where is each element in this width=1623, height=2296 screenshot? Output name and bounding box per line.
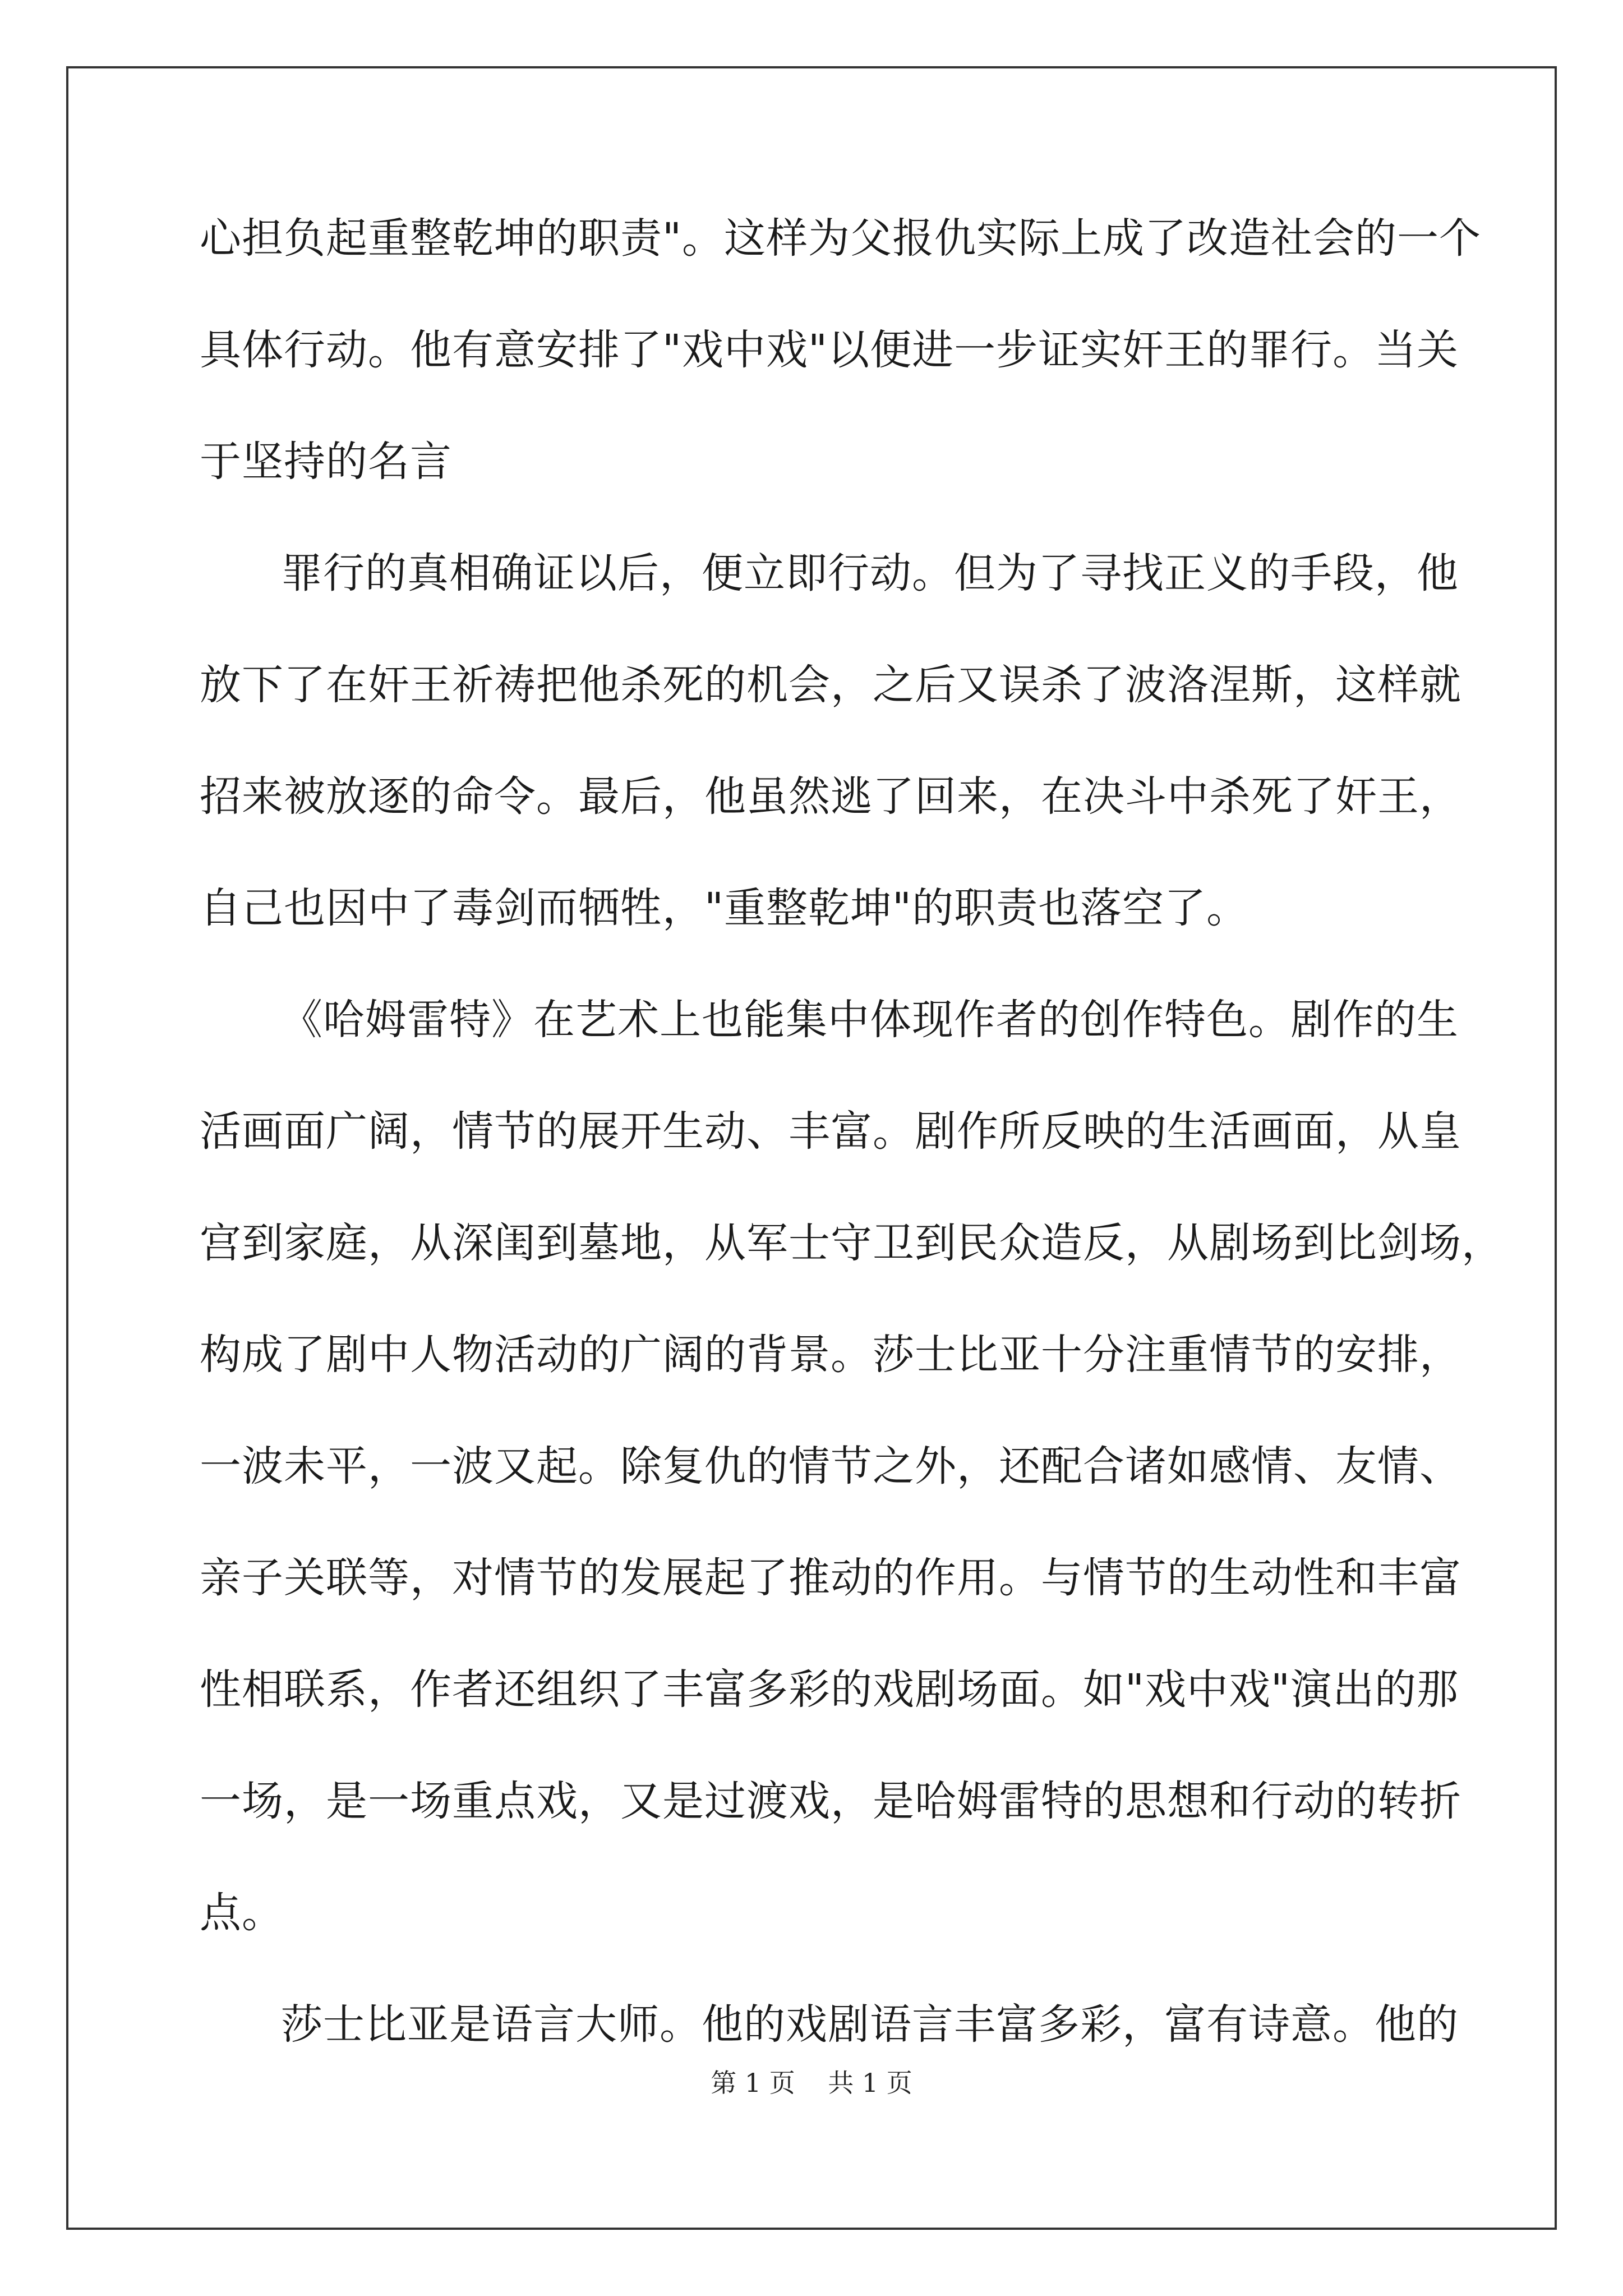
text-line: 于坚持的名言 xyxy=(200,438,452,486)
text-line: 一场，是一场重点戏，又是过渡戏，是哈姆雷特的思想和行动的转折 xyxy=(200,1777,1461,1825)
text-line: 点。 xyxy=(200,1889,284,1937)
text-line: 一波未平，一波又起。除复仇的情节之外，还配合诸如感情、友情、 xyxy=(200,1442,1461,1490)
text-line: 自己也因中了毒剑而牺牲，"重整乾坤"的职责也落空了。 xyxy=(200,884,1249,932)
page-number-footer: 第 1 页 共 1 页 xyxy=(711,2068,912,2098)
paragraph-start-line: 莎士比亚是语言大师。他的戏剧语言丰富多彩，富有诗意。他的 xyxy=(281,2000,1459,2049)
text-line: 构成了剧中人物活动的广阔的背景。莎士比亚十分注重情节的安排， xyxy=(200,1331,1461,1379)
text-line: 性相联系，作者还组织了丰富多彩的戏剧场面。如"戏中戏"演出的那 xyxy=(200,1665,1459,1714)
text-line: 亲子关联等，对情节的发展起了推动的作用。与情节的生动性和丰富 xyxy=(200,1554,1461,1602)
text-line: 活画面广阔，情节的展开生动、丰富。剧作所反映的生活画面，从皇 xyxy=(200,1107,1461,1156)
text-line: 心担负起重整乾坤的职责"。这样为父报仇实际上成了改造社会的一个 xyxy=(200,214,1482,263)
text-line: 宫到家庭，从深闺到墓地，从军士守卫到民众造反，从剧场到比剑场， xyxy=(200,1219,1504,1267)
text-line: 放下了在奸王祈祷把他杀死的机会，之后又误杀了波洛涅斯，这样就 xyxy=(200,661,1461,709)
document-body xyxy=(200,213,1504,2111)
text-line: 招来被放逐的命令。最后，他虽然逃了回来，在决斗中杀死了奸王， xyxy=(200,772,1461,821)
text-line: 具体行动。他有意安排了"戏中戏"以便进一步证实奸王的罪行。当关 xyxy=(200,326,1459,374)
paragraph-start-line: 《哈姆雷特》在艺术上也能集中体现作者的创作特色。剧作的生 xyxy=(281,996,1459,1044)
paragraph-start-line: 罪行的真相确证以后，便立即行动。但为了寻找正义的手段，他 xyxy=(281,549,1459,597)
